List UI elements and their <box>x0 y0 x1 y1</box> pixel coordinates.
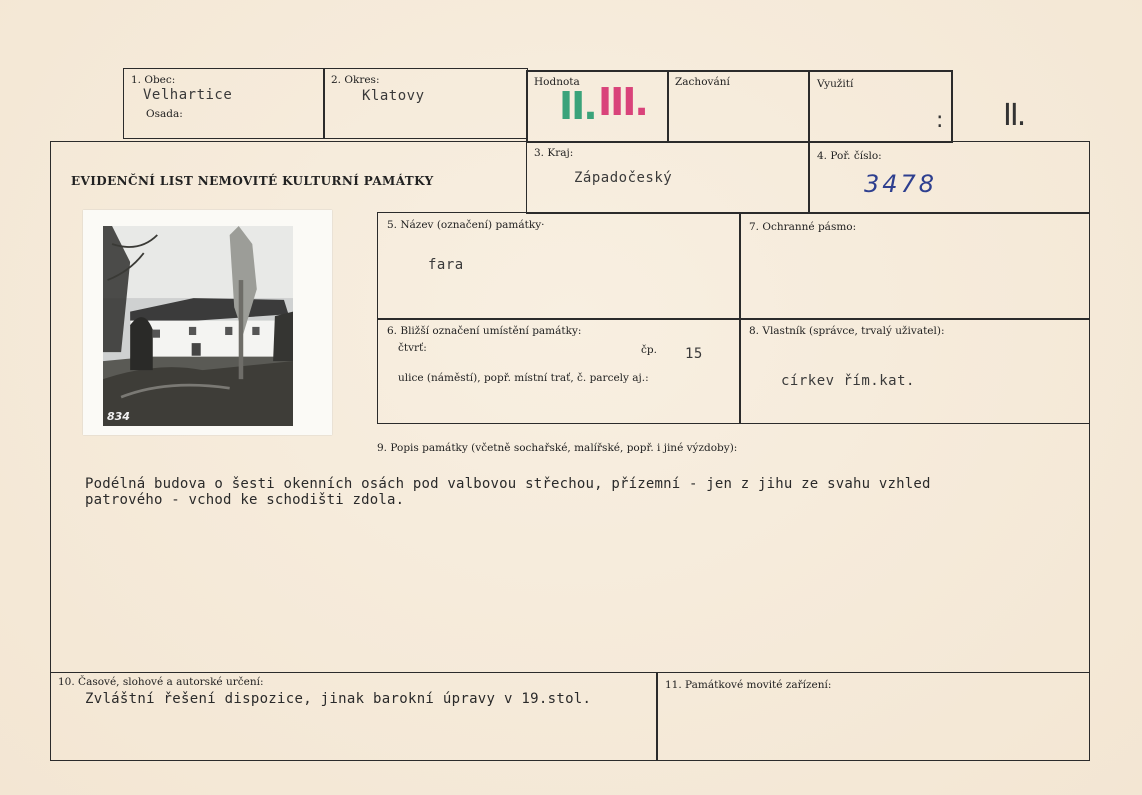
kraj-label: 3. Kraj: <box>534 147 574 159</box>
hodnota-green-stamp: II. <box>559 84 596 128</box>
obec-label: 1. Obec: <box>131 74 176 86</box>
form-title: EVIDENČNÍ LIST NEMOVITÉ KULTURNÍ PAMÁTKY <box>71 174 434 188</box>
margin-mark-1: : <box>936 108 944 133</box>
ulice-label: ulice (náměstí), popř. místní trať, č. parcely aj.: <box>398 372 649 384</box>
osada-label: Osada: <box>146 108 183 120</box>
vlastnik-value: církev řím.kat. <box>781 373 915 389</box>
photo-number: 834 <box>107 410 130 423</box>
okres-value: Klatovy <box>362 88 425 104</box>
okres-label: 2. Okres: <box>331 74 380 86</box>
ctvrt-label: čtvrť: <box>398 342 427 354</box>
por-cislo-label: 4. Poř. číslo: <box>817 150 882 162</box>
popis-line-2: patrového - vchod ke schodišti zdola. <box>85 492 405 508</box>
popis-line-1: Podélná budova o šesti okenních osách pod valbovou střechou, přízemní - jen z jihu ze svahu vzhled <box>85 476 931 492</box>
obec-value: Velhartice <box>143 87 233 103</box>
ochranne-pasmo-label: 7. Ochranné pásmo: <box>749 221 857 233</box>
zachovani-label: Zachování <box>675 76 730 88</box>
hodnota-red-stamp: III. <box>598 80 647 124</box>
nazev-label: 5. Název (označení) památky· <box>387 219 545 231</box>
hodnota-label: Hodnota <box>534 76 580 88</box>
popis-label: 9. Popis památky (včetně sochařské, malířské, popř. i jiné výzdoby): <box>377 442 738 454</box>
cp-label: čp. <box>641 344 657 356</box>
vlastnik-label: 8. Vlastník (správce, trvalý uživatel): <box>749 325 945 337</box>
fara-photograph <box>103 226 293 426</box>
cp-value: 15 <box>685 346 703 362</box>
casove-urceni-value: Zvláštní řešení dispozice, jinak barokní úpravy v 19.stol. <box>85 691 592 707</box>
vyuziti-label: Využití <box>817 78 854 90</box>
photo-mount <box>83 210 332 435</box>
kraj-value: Západočeský <box>574 170 673 186</box>
nazev-value: fara <box>428 257 464 273</box>
margin-mark-2: II. <box>1003 98 1025 133</box>
blizsi-oznaceni-label: 6. Bližší označení umístění památky: <box>387 325 582 337</box>
movite-zarizeni-label: 11. Památkové movité zařízení: <box>665 679 832 691</box>
casove-urceni-label: 10. Časové, slohové a autorské určení: <box>58 676 264 688</box>
por-cislo-value: 3478 <box>864 170 938 198</box>
